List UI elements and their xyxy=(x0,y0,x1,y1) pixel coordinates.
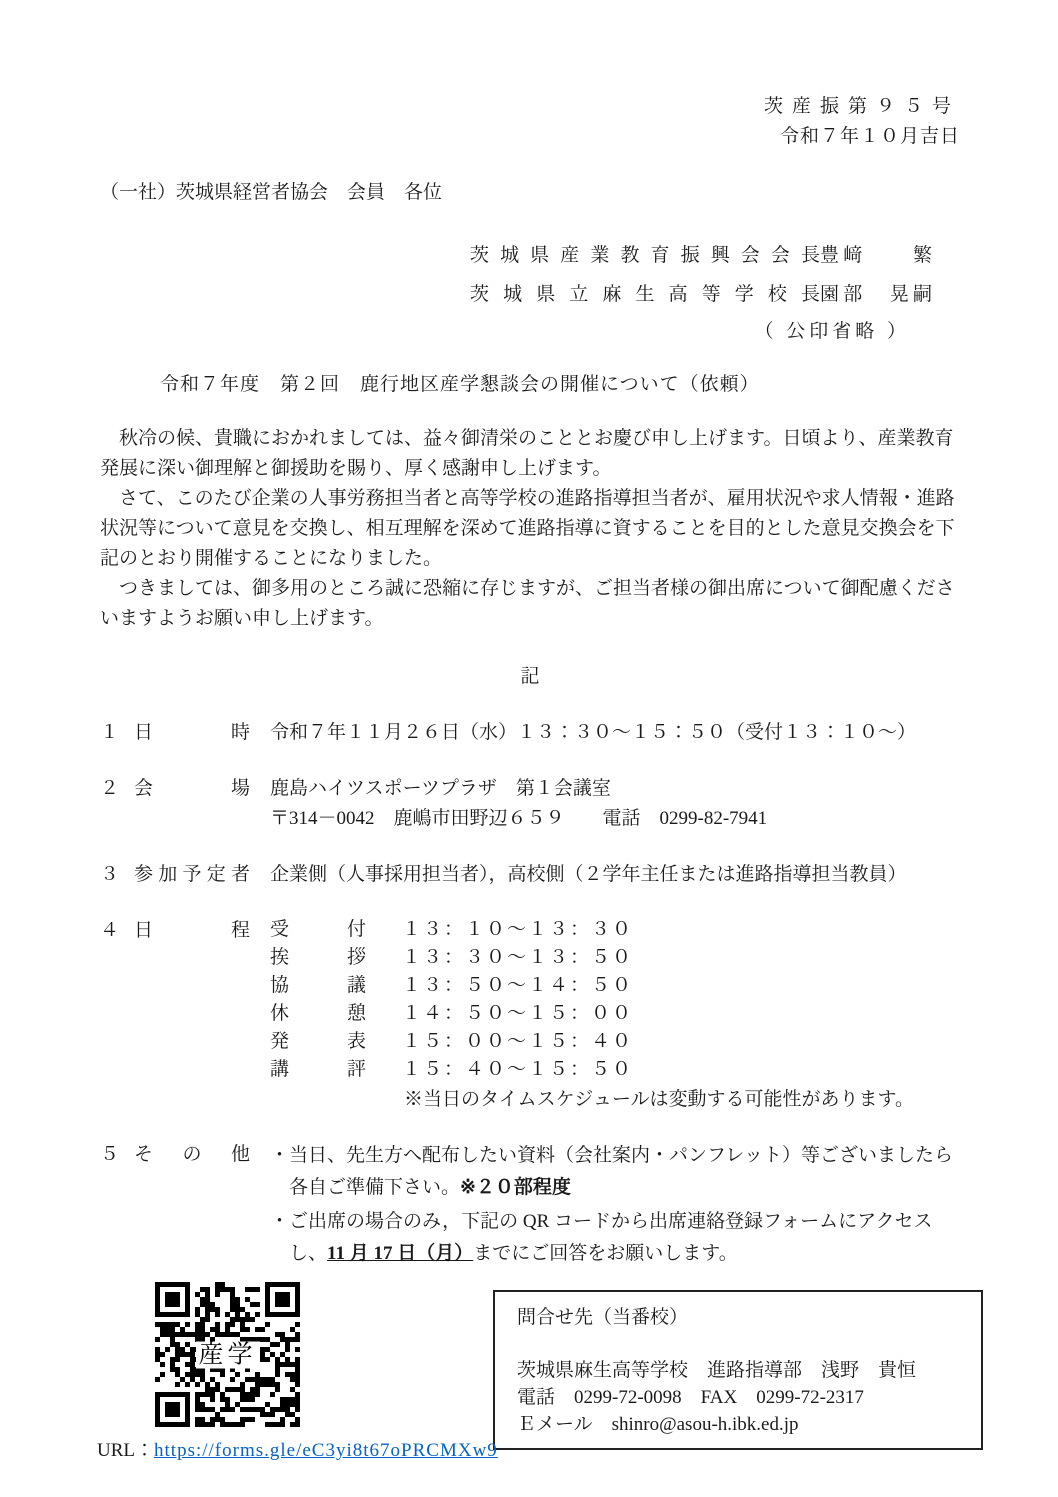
sender-name: 豊﨑 繁 xyxy=(820,245,932,266)
item-label: 参加予定者 xyxy=(134,864,250,885)
paragraph-request: つきましては、御多用のところ誠に恐縮に存じますが、ご担当者様の御出席について御配慮くださいますようお願い申し上げます。 xyxy=(100,578,955,629)
item-value: 企業側（人事採用担当者），高校側（２学年主任または進路指導担当教員） xyxy=(270,864,907,885)
body-text xyxy=(100,424,960,634)
item-number: ５ xyxy=(100,1144,120,1165)
schedule-step: 発表 xyxy=(270,1031,366,1052)
contact-title: 問合せ先（当番校） xyxy=(517,1307,689,1328)
schedule-time: １３：３０～１３：５０ xyxy=(402,947,634,968)
seal-omitted-note: （ 公印省略 ） xyxy=(754,321,910,342)
schedule-step: 協議 xyxy=(270,975,366,996)
contact-phone-fax: 電話 0299-72-0098 FAX 0299-72-2317 xyxy=(517,1387,864,1408)
schedule-step: 講評 xyxy=(270,1059,366,1080)
venue-address: 〒314－0042 鹿嶋市田野辺６５９ 電話 0299-82-7941 xyxy=(270,808,768,829)
item-number: ２ xyxy=(100,778,120,799)
bullet-registration-tail: までにご回答をお願いします。 xyxy=(473,1243,738,1264)
schedule-time: １５：００～１５：４０ xyxy=(402,1031,634,1052)
venue-name: 鹿島ハイツスポーツプラザ 第１会議室 xyxy=(270,778,611,799)
url-label: URL： xyxy=(97,1440,155,1461)
qr-center-label: 産学 xyxy=(195,1341,259,1368)
record-marker: 記 xyxy=(520,666,540,687)
contact-box xyxy=(493,1290,983,1450)
bullet-registration xyxy=(270,1206,960,1270)
sender-role: 茨城県立麻生高等学校長 xyxy=(470,284,820,305)
bullet-materials xyxy=(270,1140,960,1204)
schedule-row xyxy=(270,1000,960,1028)
item-venue xyxy=(100,774,960,834)
sender-role: 茨城県産業教育振興会会長 xyxy=(470,245,820,266)
schedule-row xyxy=(270,1028,960,1056)
schedule-step: 挨拶 xyxy=(270,947,366,968)
bullet-materials-text: ・当日、先生方へ配布したい資料（会社案内・パンフレット）等ございましたら各自ご準備下さい。 xyxy=(270,1145,954,1198)
doc-number: 茨産振第９５号 xyxy=(763,96,960,117)
registration-form-link[interactable]: https://forms.gle/eC3yi8t67oPRCMXw9 xyxy=(154,1440,498,1461)
item-label: 会場 xyxy=(134,778,250,799)
subject-title: 令和７年度 第２回 鹿行地区産学懇談会の開催について（依頼） xyxy=(160,374,760,395)
item-schedule xyxy=(100,916,960,1114)
bullet-registration-text: ・ご出席の場合のみ，下記の QR コードから出席連絡登録フォームにアクセスし、 xyxy=(270,1211,933,1264)
sender-block xyxy=(470,236,932,350)
sender-line xyxy=(470,236,932,275)
paragraph-greeting: 秋冷の候、貴職におかれましては、益々御清栄のこととお慶び申し上げます。日頃より、産業教育発展に深い御理解と御援助を賜り、厚く感謝申し上げます。 xyxy=(100,428,954,479)
schedule-time: １４：５０～１５：００ xyxy=(402,1003,634,1024)
item-label: その他 xyxy=(134,1144,250,1165)
contact-email: Ｅメール shinro@asou-h.ibk.ed.jp xyxy=(517,1414,799,1435)
schedule-step: 受付 xyxy=(270,919,366,940)
addressee: （一社）茨城県経営者協会 会員 各位 xyxy=(100,182,443,203)
paragraph-purpose: さて、このたび企業の人事労務担当者と高等学校の進路指導担当者が、雇用状況や求人情報・進路状況等について意見を交換し、相互理解を深めて進路指導に資することを目的とした意見交換会を下記のとおり開催することになりました。 xyxy=(100,488,955,569)
other-notes xyxy=(270,1140,960,1272)
item-other xyxy=(100,1140,960,1272)
item-label: 日程 xyxy=(134,920,250,941)
schedule-row xyxy=(270,1056,960,1084)
item-number: １ xyxy=(100,722,120,743)
item-value xyxy=(270,774,960,834)
contact-school: 茨城県麻生高等学校 進路指導部 浅野 貴恒 xyxy=(517,1360,917,1381)
sender-name: 園部 晃嗣 xyxy=(820,284,932,305)
schedule-step: 休憩 xyxy=(270,1003,366,1024)
item-datetime xyxy=(100,718,960,748)
schedule-row xyxy=(270,944,960,972)
schedule-time: １５：４０～１５：５０ xyxy=(402,1059,634,1080)
bullet-materials-emphasis: ※２０部程度 xyxy=(460,1177,571,1198)
schedule-note: ※当日のタイムスケジュールは変動する可能性があります。 xyxy=(404,1089,914,1110)
item-label: 日時 xyxy=(134,722,250,743)
schedule-time: １３：１０～１３：３０ xyxy=(402,919,634,940)
item-participants xyxy=(100,860,960,890)
schedule-time: １３：５０～１４：５０ xyxy=(402,975,634,996)
schedule-table xyxy=(270,916,960,1114)
registration-deadline: 11 月 17 日（月） xyxy=(327,1243,474,1264)
item-number: ４ xyxy=(100,920,120,941)
schedule-row xyxy=(270,972,960,1000)
footer-area xyxy=(97,1280,960,1480)
sender-line xyxy=(470,275,932,314)
qr-code xyxy=(155,1282,300,1427)
doc-date: 令和７年１０月吉日 xyxy=(779,126,960,147)
item-value: 令和７年１１月２６日（水）１３：３０～１５：５０（受付１３：１０～） xyxy=(270,722,917,743)
schedule-row xyxy=(270,916,960,944)
item-number: ３ xyxy=(100,864,120,885)
url-row xyxy=(97,1436,498,1466)
